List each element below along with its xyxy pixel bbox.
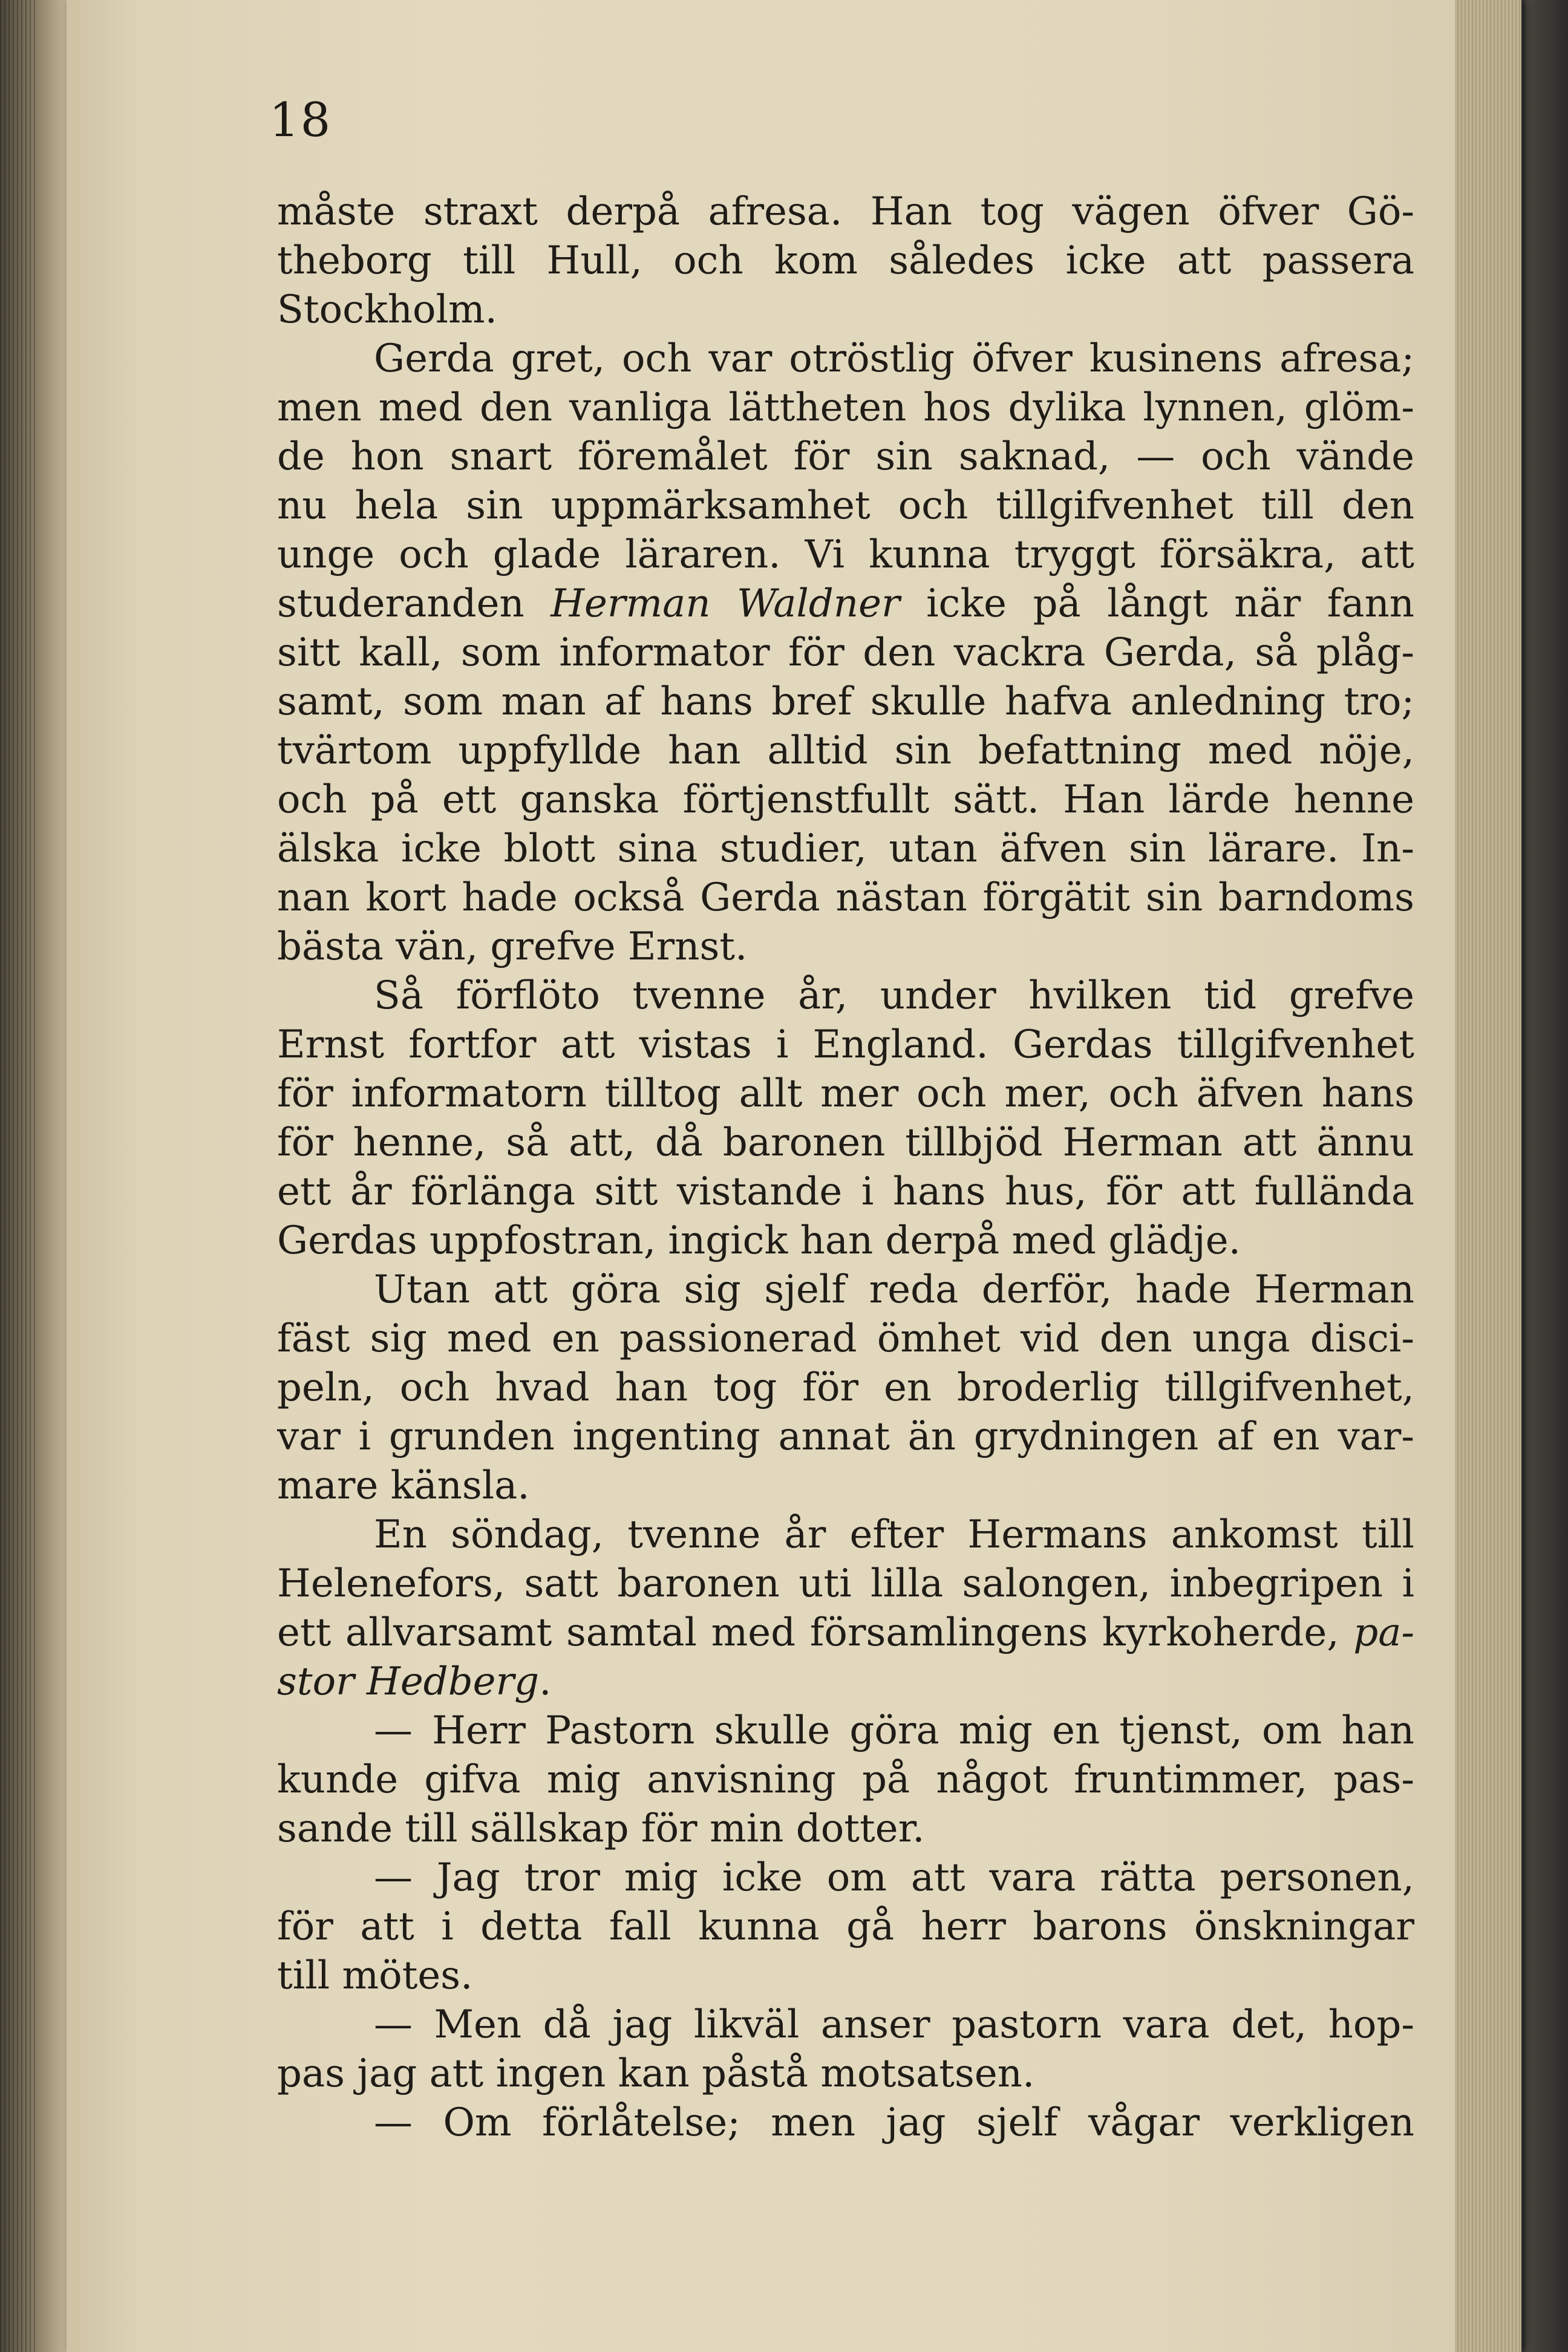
body-text	[277, 188, 1414, 2148]
text-line: ett år förlänga sitt vistande i hans hus, för att fullända	[277, 1169, 1414, 1214]
text-line: och på ett ganska förtjenstfullt sätt. Han lärde henne	[277, 777, 1414, 822]
text-line: Gerdas uppfostran, ingick han derpå med glädje.	[277, 1218, 1241, 1263]
text-line: nan kort hade också Gerda nästan förgätit sin barndoms	[277, 875, 1414, 920]
text-line: Stockholm.	[277, 287, 497, 332]
text-line: bästa vän, grefve Ernst.	[277, 924, 748, 969]
text-line: för att i detta fall kunna gå herr barons önskningar	[277, 1904, 1414, 1949]
scan-background	[1526, 0, 1568, 2352]
text-line: samt, som man af hans bref skulle hafva anledning tro;	[277, 679, 1414, 724]
text-line	[277, 1609, 1414, 1658]
text-line: — Jag tror mig icke om att vara rätta personen,	[374, 1855, 1414, 1900]
text-line: men med den vanliga lättheten hos dylika lynnen, glöm-	[277, 385, 1414, 430]
text-line: fäst sig med en passionerad ömhet vid den unga disci-	[277, 1316, 1414, 1361]
text-segment: .	[539, 1659, 552, 1704]
text-line: Helenefors, satt baronen uti lilla salongen, inbegripen i	[277, 1561, 1414, 1606]
text-line: — Om förlåtelse; men jag sjelf vågar verkligen	[374, 2100, 1414, 2145]
text-line	[277, 580, 1414, 629]
text-line: pas jag att ingen kan påstå motsatsen.	[277, 2051, 1035, 2096]
text-line: mare känsla.	[277, 1463, 530, 1508]
text-segment: icke på långt när fann	[900, 581, 1414, 626]
text-line: — Men då jag likväl anser pastorn vara det, hop-	[374, 2002, 1414, 2047]
text-line: till mötes.	[277, 1953, 473, 1998]
text-line: måste straxt derpå afresa. Han tog vägen öfver Gö-	[277, 189, 1414, 234]
italic-text: pa-	[1353, 1610, 1414, 1655]
text-line: Så förflöto tvenne år, under hvilken tid grefve	[374, 973, 1414, 1018]
text-line: unge och glade läraren. Vi kunna tryggt försäkra, att	[277, 532, 1414, 577]
italic-text: stor Hedberg	[277, 1659, 540, 1704]
text-line: tvärtom uppfyllde han alltid sin befattning med nöje,	[277, 728, 1414, 773]
text-line: nu hela sin uppmärksamhet och tillgifvenhet till den	[277, 483, 1414, 528]
text-line: theborg till Hull, och kom således icke att passera	[277, 238, 1414, 283]
text-line: var i grunden ingenting annat än grydningen af en var-	[277, 1414, 1414, 1459]
text-line: kunde gifva mig anvisning på något fruntimmer, pas-	[277, 1757, 1414, 1802]
text-line: sande till sällskap för min dotter.	[277, 1806, 925, 1851]
text-line: Gerda gret, och var otröstlig öfver kusinens afresa;	[374, 336, 1414, 381]
text-line: de hon snart föremålet för sin saknad, — och vände	[277, 434, 1414, 479]
text-line: för informatorn tilltog allt mer och mer, och äfven hans	[277, 1071, 1414, 1116]
text-line: En söndag, tvenne år efter Hermans ankomst till	[374, 1512, 1414, 1557]
text-line: sitt kall, som informator för den vackra Gerda, så plåg-	[277, 630, 1414, 675]
text-line: för henne, så att, då baronen tillbjöd Herman att ännu	[277, 1120, 1414, 1165]
page-number: 18	[269, 93, 332, 148]
page-edge-stack	[1455, 0, 1521, 2352]
text-segment: studeranden	[277, 581, 551, 626]
binding-texture	[0, 0, 36, 2352]
text-line: Utan att göra sig sjelf reda derför, hade Herman	[374, 1267, 1414, 1312]
text-line: — Herr Pastorn skulle göra mig en tjenst, om han	[374, 1708, 1414, 1753]
text-line: peln, och hvad han tog för en broderlig tillgifvenhet,	[277, 1365, 1414, 1410]
text-segment: ett allvarsamt samtal med församlingens kyrkoherde,	[277, 1610, 1354, 1655]
text-line	[277, 1658, 1414, 1707]
text-line: Ernst fortfor att vistas i England. Gerdas tillgifvenhet	[277, 1022, 1414, 1067]
italic-text: Herman Waldner	[550, 581, 900, 626]
text-line: älska icke blott sina studier, utan äfven sin lärare. In-	[277, 826, 1414, 871]
